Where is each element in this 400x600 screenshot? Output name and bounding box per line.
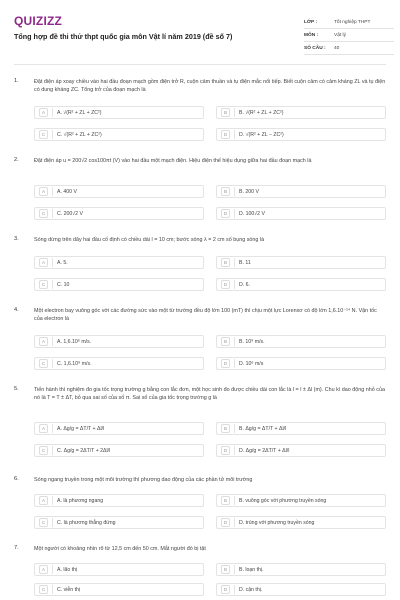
option-text: C. 1,6.10⁹ m/s.: [57, 360, 92, 367]
option-letter: D: [221, 280, 230, 289]
option-text: A. 1,6.10⁶ m/s.: [57, 338, 92, 345]
option-text: A. 5.: [57, 259, 68, 266]
option-a[interactable]: [34, 335, 204, 348]
option-text: A. lão thị: [57, 566, 78, 573]
option-letter: D: [221, 585, 230, 594]
option-text: C. √(R² + ZL + ZC²): [57, 131, 102, 138]
option-text: C. viễn thị: [57, 586, 81, 593]
option-text: C. 10: [57, 281, 70, 288]
option-text: C. 200√2 V: [57, 210, 83, 217]
option-d[interactable]: [216, 357, 386, 370]
option-b[interactable]: [216, 494, 386, 507]
meta-value: Tốt nghiệp THPT: [334, 19, 371, 25]
option-a[interactable]: [34, 422, 204, 435]
option-c[interactable]: [34, 516, 204, 529]
option-letter: B: [221, 424, 230, 433]
option-b[interactable]: [216, 335, 386, 348]
option-text: A. Δg/g = ΔT/T + Δl/l: [57, 425, 105, 432]
option-letter: C: [39, 359, 48, 368]
option-letter: A: [39, 187, 48, 196]
option-letter: C: [39, 209, 48, 218]
option-text: C. là phương thẳng đứng: [57, 519, 116, 526]
option-letter: C: [39, 518, 48, 527]
option-letter: B: [221, 187, 230, 196]
option-letter: B: [221, 337, 230, 346]
option-text: B. loạn thị.: [239, 566, 264, 573]
option-letter: B: [221, 565, 230, 574]
question-text: Đặt điện áp u = 200√2 cos100πt (V) vào hai đầu một mạch điện. Hiệu điện thế hiệu dụng giữa hai đầu đoạn mạch là: [34, 158, 312, 164]
option-letter: C: [39, 585, 48, 594]
option-a[interactable]: [34, 106, 204, 119]
question-number: 6.: [14, 476, 19, 482]
option-b[interactable]: [216, 185, 386, 198]
option-a[interactable]: [34, 256, 204, 269]
option-b[interactable]: [216, 563, 386, 576]
option-letter: A: [39, 424, 48, 433]
option-a[interactable]: [34, 185, 204, 198]
option-letter: D: [221, 518, 230, 527]
question-text: Tiến hành thí nghiệm đo gia tốc trọng trường g bằng con lắc đơn, một học sinh đo được chiều dài con lắc là l = l ± Δl (m). Chu kì dao động nhỏ của nó là T = T ± ΔT, bỏ qua sai số của số π. Sai số của gia tốc trọng trường g là: [34, 387, 385, 401]
option-letter: A: [39, 565, 48, 574]
option-d[interactable]: [216, 278, 386, 291]
option-text: B. vuông góc với phương truyền sóng: [239, 497, 327, 504]
option-letter: B: [221, 258, 230, 267]
option-letter: B: [221, 108, 230, 117]
option-a[interactable]: [34, 563, 204, 576]
option-b[interactable]: [216, 256, 386, 269]
quizizz-logo: QUIZIZZ: [14, 14, 63, 28]
option-d[interactable]: [216, 128, 386, 141]
option-text: B. Δg/g = ΔT/T + Δl/l: [239, 425, 287, 432]
meta-key: MÔN :: [304, 32, 319, 38]
question-number: 3.: [14, 236, 19, 242]
question-text: Sóng dừng trên dây hai đầu cố định có chiều dài l = 10 cm; bước sóng λ = 2 cm số bụng sóng là: [34, 237, 265, 243]
question-text: Một người có khoảng nhìn rõ từ 12,5 cm đến 50 cm. Mắt người đó bị tật: [34, 546, 206, 552]
document-title: Tổng hợp đề thi thử thpt quốc gia môn Vật lí năm 2019 (đề số 7): [14, 32, 233, 41]
option-letter: A: [39, 258, 48, 267]
option-text: A. 400 V: [57, 188, 77, 195]
meta-row-subject: [304, 29, 394, 42]
option-b[interactable]: [216, 106, 386, 119]
option-c[interactable]: [34, 278, 204, 291]
option-letter: A: [39, 337, 48, 346]
option-letter: C: [39, 130, 48, 139]
option-text: B. √(R² + ZL + ZC²): [239, 109, 284, 116]
meta-key: LỚP :: [304, 19, 318, 25]
option-c[interactable]: [34, 128, 204, 141]
option-letter: D: [221, 359, 230, 368]
option-text: B. 200 V: [239, 188, 259, 195]
option-letter: A: [39, 496, 48, 505]
question-number: 2.: [14, 157, 19, 163]
meta-table: [304, 16, 394, 55]
option-text: B. 10⁹ m/s.: [239, 338, 265, 345]
option-text: C. Δg/g = 2ΔT/T + 2Δl/l: [57, 447, 111, 454]
option-text: D. √(R² + ZL − ZC²): [239, 131, 284, 138]
option-d[interactable]: [216, 583, 386, 596]
meta-value: 40: [334, 45, 340, 51]
option-letter: D: [221, 446, 230, 455]
option-letter: B: [221, 496, 230, 505]
option-letter: C: [39, 280, 48, 289]
meta-row-class: [304, 16, 394, 29]
option-text: B. 11: [239, 259, 251, 266]
question-number: 7.: [14, 545, 19, 551]
option-c[interactable]: [34, 207, 204, 220]
question-text: Sóng ngang truyền trong một môi trường thì phương dao động của các phần tử môi trường: [34, 477, 253, 483]
option-letter: D: [221, 130, 230, 139]
option-text: D. 100√2 V: [239, 210, 265, 217]
meta-value: Vật lý: [334, 32, 346, 38]
page-header: [14, 12, 386, 60]
option-d[interactable]: [216, 444, 386, 457]
header-divider: [14, 64, 386, 65]
option-a[interactable]: [34, 494, 204, 507]
option-letter: C: [39, 446, 48, 455]
option-c[interactable]: [34, 357, 204, 370]
question-number: 5.: [14, 386, 19, 392]
option-text: D. 10⁶ m/s: [239, 360, 264, 367]
question-text: Một electron bay vuông góc với các đường sức vào một từ trường đều độ lớn 100 (mT) thì chịu một lực Lorenxơ có độ lớn 1,6.10⁻¹⁴ N. Vận tốc của electron là: [34, 308, 377, 322]
option-text: D. cận thị.: [239, 586, 263, 593]
option-c[interactable]: [34, 583, 204, 596]
option-d[interactable]: [216, 516, 386, 529]
option-text: A. là phương ngang: [57, 497, 104, 504]
option-b[interactable]: [216, 422, 386, 435]
option-text: D. trùng với phương truyền sóng: [239, 519, 315, 526]
option-text: D. 6.: [239, 281, 250, 288]
meta-row-count: [304, 42, 394, 55]
meta-key: SỐ CÂU :: [304, 45, 326, 51]
option-text: A. √(R² + ZL + ZC²): [57, 109, 102, 116]
option-letter: D: [221, 209, 230, 218]
option-letter: A: [39, 108, 48, 117]
option-c[interactable]: [34, 444, 204, 457]
question-number: 4.: [14, 307, 19, 313]
option-text: D. Δg/g = 2ΔT/T + Δl/l: [239, 447, 290, 454]
option-d[interactable]: [216, 207, 386, 220]
question-number: 1.: [14, 78, 19, 84]
question-text: Đặt điện áp xoay chiều vào hai đầu đoạn mạch gồm điện trở R, cuộn cảm thuần và tụ điện mắc nối tiếp. Biết cuộn cảm có cảm kháng ZL và tụ điện có dung kháng ZC. Tổng trở của đoạn mạch là: [34, 79, 386, 93]
